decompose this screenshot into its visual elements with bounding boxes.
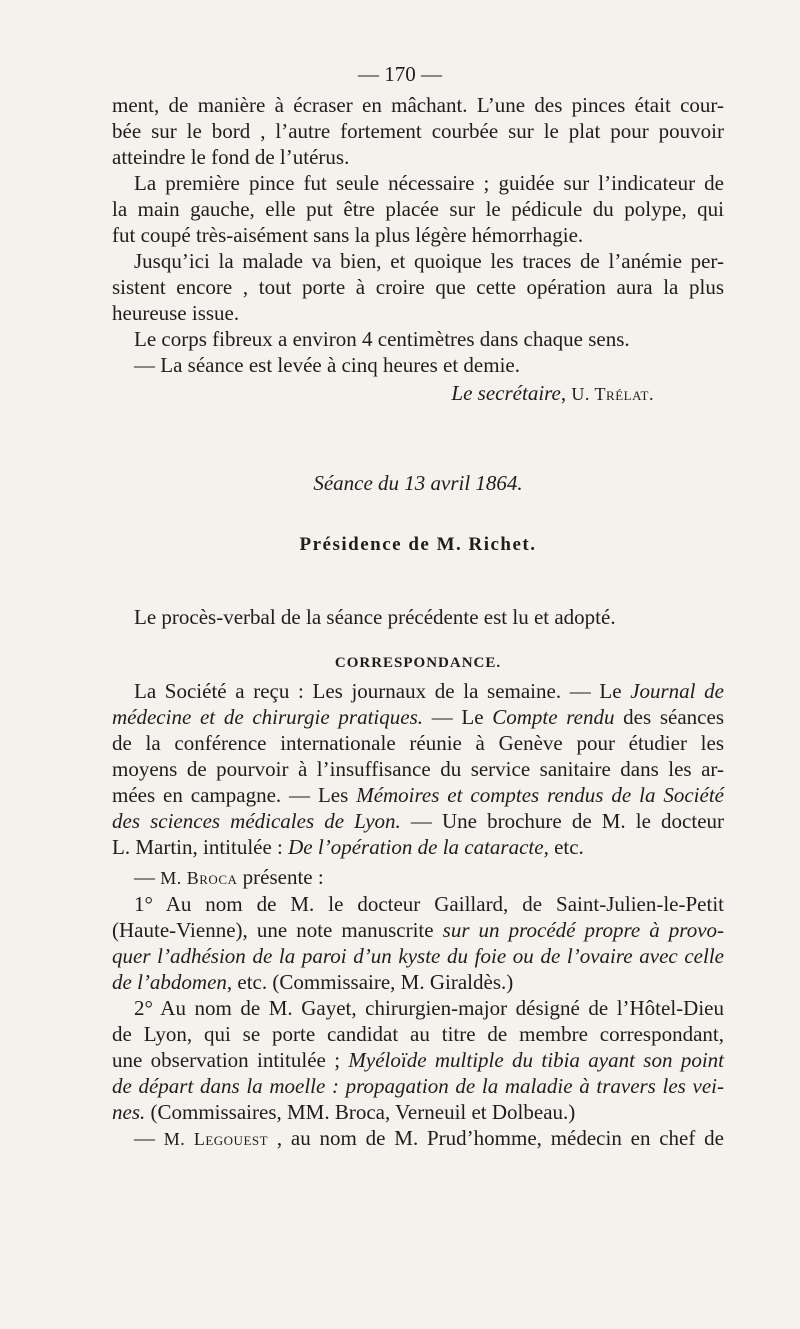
signature-separator: ,	[560, 381, 572, 405]
text-line: — M. Broca présente :	[134, 865, 324, 889]
text-line: la main gauche, elle put être placée sur le pédicule du polype, qui	[112, 197, 724, 221]
signature-name: U. Trélat.	[571, 384, 654, 404]
legouest-line: — M. Legouest , au nom de M. Prud’homme, médecin en chef de	[134, 1126, 724, 1150]
page-number: — 170 —	[358, 62, 442, 86]
text-line: La Société a reçu : Les journaux de la semaine. — Le Journal de	[134, 679, 724, 703]
broca-presentation	[112, 864, 724, 1152]
text-line: des sciences médicales de Lyon. — Une brochure de M. le docteur	[112, 809, 725, 833]
previous-session-text	[112, 92, 724, 378]
text-line: une observation intitulée ; Myéloïde multiple du tibia ayant son point	[112, 1048, 724, 1072]
text-line: sistent encore , tout porte à croire que cette opération aura la plus	[112, 275, 724, 299]
minutes-line: Le procès-verbal de la séance précédente est lu et adopté.	[134, 605, 616, 629]
text-line: moyens de pourvoir à l’insuffisance du service sanitaire dans les ar-	[112, 757, 724, 781]
text-line: médecine et de chirurgie pratiques. — Le Compte rendu des séances	[112, 705, 724, 729]
text-line: de Lyon, qui se porte candidat au titre de membre correspondant,	[112, 1022, 724, 1046]
signature-role: Le secrétaire	[451, 381, 561, 405]
text-line: — La séance est levée à cinq heures et demie.	[134, 353, 520, 377]
text-line: Le corps fibreux a environ 4 centimètres dans chaque sens.	[134, 327, 630, 351]
correspondance-heading: CORRESPONDANCE.	[334, 655, 502, 671]
text-line: L. Martin, intitulée : De l’opération de la cataracte, etc.	[112, 835, 584, 859]
correspondance-text	[112, 678, 724, 860]
text-line: (Haute-Vienne), une note manuscrite sur un procédé propre à provo-	[112, 918, 725, 942]
text-line: Jusqu’ici la malade va bien, et quoique les traces de l’anémie per-	[134, 249, 724, 273]
text-line: de la conférence internationale réunie à Genève pour étudier les	[112, 731, 724, 755]
text-line: atteindre le fond de l’utérus.	[112, 145, 350, 169]
text-line: quer l’adhésion de la paroi d’un kyste du foie ou de l’ovaire avec celle	[112, 944, 724, 968]
session-heading	[112, 470, 724, 496]
text-line: nes. (Commissaires, MM. Broca, Verneuil et Dolbeau.)	[112, 1100, 576, 1124]
text-line: 2° Au nom de M. Gayet, chirurgien-major désigné de l’Hôtel-Dieu	[134, 996, 724, 1020]
text-line: 1° Au nom de M. le docteur Gaillard, de Saint-Julien-le-Petit	[134, 892, 724, 916]
session-title: Séance du 13 avril 1864.	[313, 471, 523, 495]
signature	[112, 380, 724, 407]
presidency-heading: Présidence de M. Richet.	[299, 534, 537, 555]
text-line: heureuse issue.	[112, 301, 240, 325]
text-line: de l’abdomen, etc. (Commissaire, M. Giraldès.)	[112, 970, 514, 994]
text-line: mées en campagne. — Les Mémoires et comptes rendus de la Société	[112, 783, 724, 807]
text-line: ment, de manière à écraser en mâchant. L’une des pinces était cour-	[112, 93, 724, 117]
text-line: de départ dans la moelle : propagation de la maladie à travers les vei-	[112, 1074, 724, 1098]
text-line: fut coupé très-aisément sans la plus légère hémorrhagie.	[112, 223, 584, 247]
text-line: bée sur le bord , l’autre fortement courbée sur le plat pour pouvoir	[112, 119, 724, 143]
text-line: La première pince fut seule nécessaire ; guidée sur l’indicateur de	[134, 171, 724, 195]
